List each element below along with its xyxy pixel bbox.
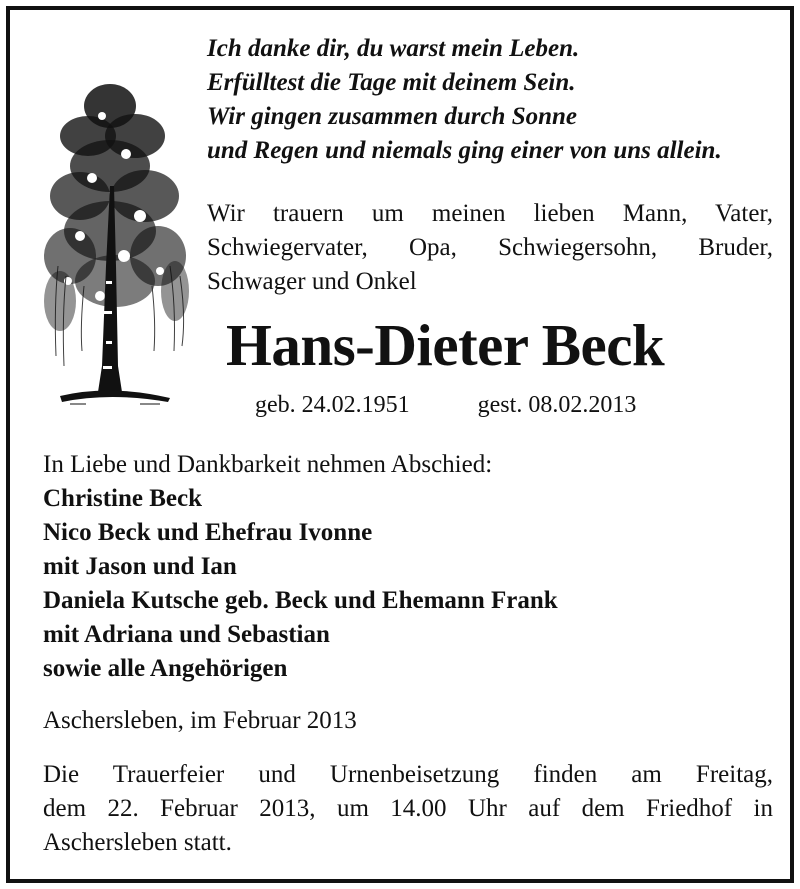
death-date: gest. 08.02.2013	[477, 392, 637, 418]
poem-line: Erfülltest die Tage mit deinem Sein.	[207, 69, 576, 96]
mourner-name: sowie alle Angehörigen	[43, 655, 288, 682]
poem-line: Ich danke dir, du warst mein Leben.	[207, 35, 580, 62]
birch-tree-icon	[40, 66, 192, 406]
intro-line: Schwager und Onkel	[207, 268, 417, 295]
poem-verse	[207, 32, 722, 168]
mourners-list	[43, 448, 558, 686]
place-and-date: Aschersleben, im Februar 2013	[43, 707, 357, 734]
service-line: dem 22. Februar 2013, um 14.00 Uhr auf dem Friedhof in	[43, 795, 773, 822]
intro-line: Wir trauern um meinen lieben Mann, Vater,	[207, 200, 773, 227]
mourning-intro	[207, 197, 773, 299]
poem-line: und Regen und niemals ging einer von uns allein.	[207, 137, 722, 164]
life-dates	[255, 390, 636, 420]
poem-line: Wir gingen zusammen durch Sonne	[207, 103, 578, 130]
service-line: Aschersleben statt.	[43, 829, 232, 856]
deceased-name: Hans-Dieter Beck	[226, 312, 665, 378]
mourner-name: mit Adriana und Sebastian	[43, 621, 330, 648]
funeral-service-info	[43, 758, 773, 860]
mourner-name: mit Jason und Ian	[43, 553, 237, 580]
mourners-heading: In Liebe und Dankbarkeit nehmen Abschied:	[43, 451, 493, 478]
mourner-name: Nico Beck und Ehefrau Ivonne	[43, 519, 373, 546]
mourner-name: Christine Beck	[43, 485, 203, 512]
mourner-name: Daniela Kutsche geb. Beck und Ehemann Frank	[43, 587, 558, 614]
service-line: Die Trauerfeier und Urnenbeisetzung finden am Freitag,	[43, 761, 773, 788]
birth-date: geb. 24.02.1951	[255, 392, 410, 418]
intro-line: Schwiegervater, Opa, Schwiegersohn, Bruder,	[207, 234, 773, 261]
